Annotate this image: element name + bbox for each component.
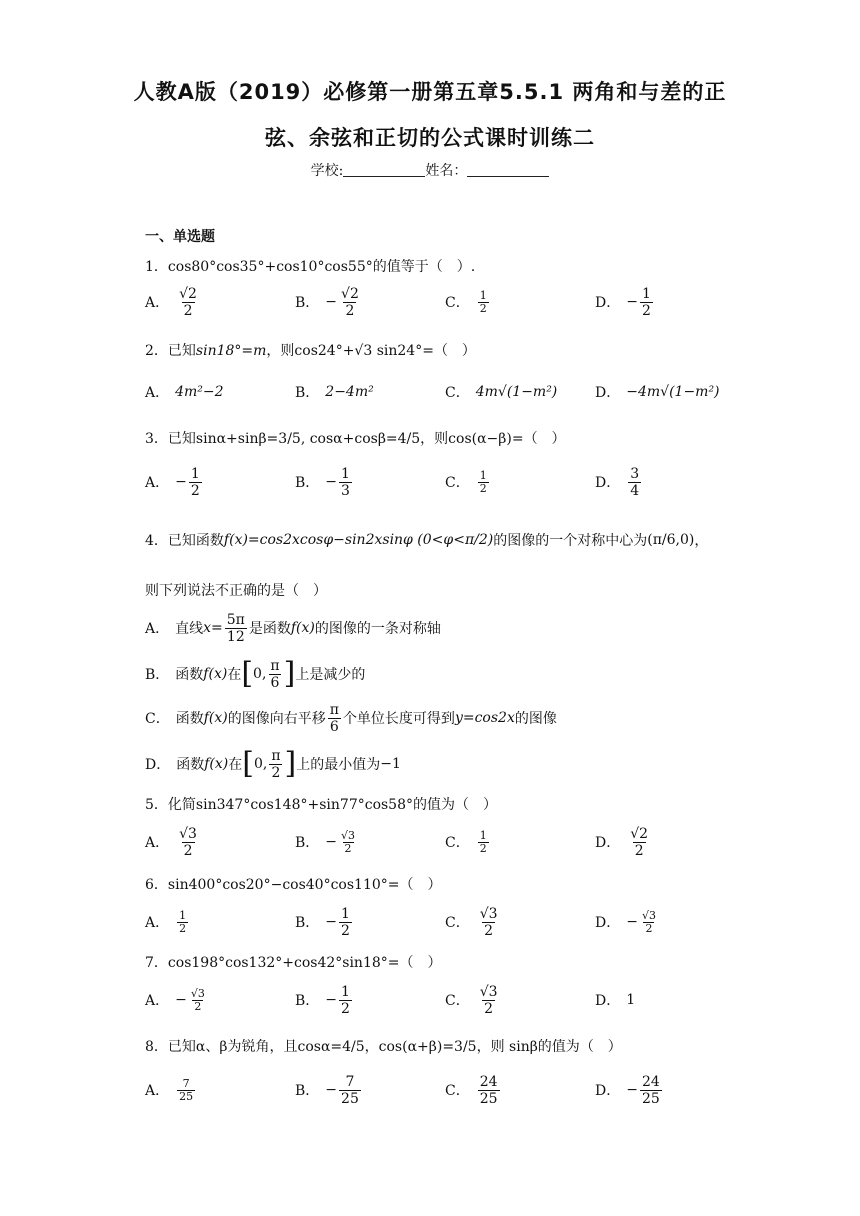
q7-options — [145, 980, 745, 1020]
question-4-line-2: 则下列说法不正确的是（ ） — [145, 583, 327, 599]
option-text: 上是减少的 — [295, 667, 366, 683]
q4-option-b[interactable]: B． 函数 f(x) 在 [ 0 , $\frac{\pi}{6}$ ] 上是减少的 — [145, 656, 366, 691]
option-label: D． — [595, 993, 621, 1009]
option-label: D． — [595, 475, 621, 491]
option-text: 在 — [227, 667, 242, 683]
option-text: 函数 — [175, 667, 204, 683]
numerator: √3 — [179, 825, 197, 842]
minus-sign: − — [325, 294, 338, 310]
fraction — [478, 470, 489, 495]
fraction — [339, 830, 357, 855]
numerator: 1 — [641, 285, 651, 302]
name-label: 姓名： — [425, 163, 468, 179]
function-name: f(x) — [203, 710, 228, 726]
minus-sign: − — [175, 992, 187, 1008]
option-text: 上的最小值为 — [296, 757, 381, 773]
q8-option-a[interactable] — [145, 1070, 197, 1110]
numerator: π — [270, 657, 280, 674]
comma: , — [262, 756, 268, 772]
fraction — [339, 466, 352, 499]
question-expression: sinα+sinβ=3/5, cosα+cosβ=4/5 — [195, 431, 421, 447]
denominator: 2 — [484, 1000, 494, 1017]
q1-option-c[interactable] — [445, 282, 491, 322]
school-label: 学校: — [310, 163, 344, 179]
option-label: B． — [295, 295, 320, 311]
q7-option-b[interactable] — [295, 980, 354, 1020]
question-expression: cos(α−β)= — [448, 431, 524, 447]
denominator: 25 — [479, 1090, 498, 1107]
denominator: 2 — [344, 841, 352, 855]
question-text: 已知α、β为锐角，且 — [167, 1039, 298, 1055]
q6-option-c[interactable] — [445, 902, 502, 942]
fraction — [478, 1074, 500, 1107]
q1-option-a[interactable] — [145, 282, 201, 322]
question-number: 3． — [145, 431, 168, 447]
question-3 — [145, 428, 566, 448]
question-tail: （ ） — [433, 343, 476, 359]
question-number: 4． — [145, 533, 168, 549]
numerator: √2 — [179, 285, 197, 302]
question-tail: 的值为（ ） — [413, 797, 497, 813]
option-label: C． — [445, 475, 470, 491]
numerator: 1 — [190, 465, 200, 482]
question-text: ，则 — [420, 431, 449, 447]
q7-option-c[interactable] — [445, 980, 502, 1020]
q6-option-d[interactable] — [595, 902, 660, 942]
fraction — [478, 290, 489, 315]
question-expression: cos80°cos35°+cos10°cos55° — [167, 259, 373, 275]
numerator: 3 — [630, 465, 640, 482]
option-label: B． — [295, 993, 320, 1009]
question-6 — [145, 874, 442, 894]
question-tail: 的值等于（ ）. — [372, 259, 476, 275]
q5-option-b[interactable] — [295, 822, 359, 862]
option-text: 函数 — [175, 711, 204, 727]
symmetry-center: (π/6,0) — [647, 532, 695, 548]
option-label: D． — [595, 835, 621, 851]
denominator: 2 — [271, 764, 281, 781]
q2-option-a[interactable] — [145, 372, 224, 412]
q7-option-a[interactable] — [145, 980, 209, 1020]
question-number: 1． — [145, 259, 168, 275]
minus-sign: − — [175, 474, 187, 490]
numerator: √2 — [341, 285, 359, 302]
denominator: 25 — [641, 1090, 660, 1107]
minus-sign: − — [325, 992, 338, 1008]
fraction — [339, 1074, 361, 1107]
numerator: √3 — [479, 983, 498, 1000]
question-number: 8． — [145, 1039, 168, 1055]
question-tail: （ ） — [399, 877, 442, 893]
question-expression: sin400°cos20°−cos40°cos110°= — [167, 877, 400, 893]
question-2 — [145, 340, 476, 360]
option-label: D． — [595, 385, 621, 401]
option-text: 在 — [228, 757, 243, 773]
numerator: 1 — [479, 828, 487, 842]
numerator: π — [271, 747, 281, 764]
q2-option-b[interactable] — [295, 372, 374, 412]
numerator: π — [329, 701, 339, 718]
fraction — [478, 906, 500, 939]
option-label: A． — [145, 915, 170, 931]
question-tail: （ ） — [399, 955, 442, 971]
option-label: D． — [145, 757, 171, 773]
q4-option-d[interactable]: D． 函数 f(x) 在 [ 0 , $\frac{\pi}{2}$ ] 上的最小值为 −1 — [145, 746, 401, 781]
fraction — [328, 702, 341, 735]
numerator: 7 — [182, 1076, 190, 1090]
q2-option-d[interactable] — [595, 372, 720, 412]
q4-option-c[interactable] — [145, 698, 557, 738]
fraction — [269, 748, 282, 781]
fraction — [268, 658, 281, 691]
q2-option-c[interactable] — [445, 372, 557, 412]
option-label: C． — [445, 1083, 470, 1099]
fraction — [339, 906, 352, 939]
fraction — [177, 910, 188, 935]
option-label: C． — [445, 993, 470, 1009]
question-7 — [145, 952, 442, 972]
numerator: 1 — [479, 468, 487, 482]
numerator: √3 — [641, 908, 656, 922]
q2-options — [145, 372, 745, 412]
option-label: A． — [145, 835, 170, 851]
question-number: 7． — [145, 955, 168, 971]
fraction — [177, 1078, 195, 1103]
option-value: 2−4m² — [325, 384, 374, 400]
denominator: 2 — [183, 302, 193, 319]
q8-option-c[interactable] — [445, 1070, 502, 1110]
minus-sign: − — [626, 1082, 638, 1098]
denominator: 2 — [183, 842, 193, 859]
question-expression: cosα=4/5 — [297, 1039, 365, 1055]
section-heading: 一、单选题 — [145, 229, 215, 245]
question-text: 化简 — [167, 797, 196, 813]
numerator: 1 — [179, 908, 187, 922]
comma: , — [261, 666, 267, 682]
denominator: 2 — [634, 842, 644, 859]
minus-sign: − — [626, 914, 638, 930]
option-value: 4m√(1−m²) — [475, 384, 558, 400]
question-text: 的图像的一个对称中心为 — [493, 533, 648, 549]
q3-option-c[interactable] — [445, 462, 491, 502]
function-expression: y=cos2x — [454, 710, 515, 726]
fraction — [478, 984, 500, 1017]
q3-option-b[interactable] — [295, 462, 354, 502]
numerator: 7 — [345, 1073, 355, 1090]
option-label: B． — [295, 475, 320, 491]
numerator: 1 — [341, 465, 350, 482]
fraction — [339, 984, 352, 1017]
q5-option-d[interactable] — [595, 822, 652, 862]
minus-sign: − — [325, 474, 338, 490]
denominator: 2 — [484, 922, 494, 939]
numerator: 24 — [641, 1073, 660, 1090]
option-label: C． — [445, 835, 470, 851]
minus-sign: − — [626, 294, 638, 310]
q3-option-a[interactable] — [145, 462, 204, 502]
numerator: √3 — [341, 828, 356, 842]
denominator: 25 — [179, 1089, 194, 1103]
minus-sign: − — [325, 914, 338, 930]
function-name: f(x) — [203, 666, 228, 682]
q3-options — [145, 462, 745, 502]
option-label: D． — [595, 1083, 621, 1099]
question-number: 2． — [145, 343, 168, 359]
q3-option-d[interactable] — [595, 462, 643, 502]
denominator: 4 — [630, 482, 640, 499]
numerator: 1 — [341, 905, 350, 922]
denominator: 2 — [479, 481, 487, 495]
q7-option-d[interactable] — [595, 980, 635, 1020]
q1-option-b[interactable] — [295, 282, 363, 322]
denominator: 2 — [341, 1000, 350, 1017]
denominator: 25 — [341, 1090, 359, 1107]
question-number: 6． — [145, 877, 168, 893]
fraction — [628, 826, 650, 859]
q6-options — [145, 902, 745, 942]
option-label: C． — [445, 915, 470, 931]
denominator: 2 — [641, 302, 651, 319]
function-name: f(x) — [204, 756, 229, 772]
denominator: 2 — [479, 301, 487, 315]
option-label: C． — [145, 711, 170, 727]
denominator: 12 — [226, 628, 245, 645]
option-value: 4m²−2 — [175, 384, 224, 400]
option-label: D． — [595, 915, 621, 931]
fraction — [478, 830, 489, 855]
question-text: 已知 — [167, 343, 196, 359]
numerator: 24 — [479, 1073, 498, 1090]
denominator: 2 — [345, 302, 355, 319]
q8-option-b[interactable] — [295, 1070, 363, 1110]
option-value: 1 — [626, 992, 636, 1008]
fraction — [177, 286, 199, 319]
student-info — [0, 160, 860, 180]
question-expression: cos198°cos132°+cos42°sin18°= — [167, 955, 400, 971]
q1-option-d[interactable] — [595, 282, 655, 322]
option-label: B． — [295, 835, 320, 851]
question-text: ，则 — [266, 343, 295, 359]
denominator: 6 — [329, 718, 339, 735]
fraction — [189, 466, 202, 499]
option-text: 个单位长度可得到 — [342, 711, 455, 727]
q5-options — [145, 822, 745, 862]
option-label: B． — [145, 667, 170, 683]
question-expression: sin18°=m — [195, 343, 267, 359]
option-label: B． — [295, 385, 320, 401]
interval-start: 0 — [253, 756, 263, 772]
question-4 — [145, 520, 708, 560]
option-label: A． — [145, 295, 170, 311]
fraction — [225, 612, 247, 645]
numerator: √3 — [190, 986, 205, 1000]
numerator: √2 — [630, 825, 649, 842]
school-blank[interactable] — [343, 162, 425, 177]
function-name: f(x) — [290, 620, 315, 636]
fraction — [640, 910, 658, 935]
question-5 — [145, 794, 497, 814]
option-label: C． — [445, 295, 470, 311]
denominator: 2 — [341, 922, 350, 939]
option-label: B． — [295, 915, 320, 931]
name-blank[interactable] — [467, 162, 549, 177]
question-text: 已知函数 — [167, 533, 224, 549]
q5-option-c[interactable] — [445, 822, 491, 862]
numerator: 1 — [479, 288, 487, 302]
fraction — [640, 286, 653, 319]
option-text: 的图像的一条对称轴 — [314, 621, 441, 637]
q6-option-b[interactable] — [295, 902, 354, 942]
numerator: 1 — [341, 983, 350, 1000]
option-label: B． — [295, 1083, 320, 1099]
separator: ， — [364, 1039, 379, 1055]
option-label: A． — [145, 1083, 170, 1099]
question-expression: f(x)=cos2xcosφ−sin2xsinφ (0<φ<π/2) — [223, 532, 494, 548]
fraction — [628, 466, 641, 499]
denominator: 2 — [190, 482, 200, 499]
q1-options — [145, 282, 745, 322]
option-text: 的图像 — [514, 711, 557, 727]
option-label: A． — [145, 993, 170, 1009]
option-text: 的图像向右平移 — [227, 711, 326, 727]
title-line-2: 弦、余弦和正切的公式课时训练二 — [265, 126, 595, 150]
option-label: A． — [145, 475, 170, 491]
q6-option-a[interactable] — [145, 902, 190, 942]
fraction — [177, 826, 199, 859]
minus-sign: − — [325, 1082, 338, 1098]
question-expression: cos(α+β)=3/5 — [378, 1039, 477, 1055]
option-value: −1 — [380, 756, 401, 772]
q5-option-a[interactable] — [145, 822, 201, 862]
fraction — [339, 286, 361, 319]
fraction — [189, 988, 207, 1013]
denominator: 2 — [645, 921, 653, 935]
option-text: 直线 — [175, 621, 204, 637]
interval-start: 0 — [253, 666, 262, 682]
question-tail: （ ） — [523, 431, 566, 447]
q8-option-d[interactable] — [595, 1070, 664, 1110]
question-expression: sin347°cos148°+sin77°cos58° — [195, 797, 413, 813]
q8-options — [145, 1070, 745, 1110]
option-label: D． — [595, 295, 621, 311]
question-number: 5． — [145, 797, 168, 813]
fraction — [640, 1074, 662, 1107]
q4-option-a[interactable]: A． 直线 x = $\frac{5\pi}{12}$ 是函数 f(x) 的图像的一条对称轴 — [145, 611, 441, 645]
option-text: 函数 — [176, 757, 205, 773]
option-label: C． — [445, 385, 470, 401]
denominator: 6 — [270, 674, 280, 691]
denominator: 3 — [341, 482, 350, 499]
question-text: ，则 sinβ的值为 — [476, 1039, 580, 1055]
question-tail: （ ） — [579, 1039, 622, 1055]
question-8 — [145, 1036, 622, 1056]
question-tail: ， — [694, 533, 709, 549]
option-value: −4m√(1−m²) — [626, 384, 720, 400]
denominator: 2 — [479, 841, 487, 855]
option-label: A． — [145, 621, 170, 637]
numerator: 5π — [226, 611, 245, 628]
numerator: √3 — [479, 905, 498, 922]
minus-sign: − — [325, 834, 338, 850]
denominator: 2 — [179, 921, 187, 935]
option-label: A． — [145, 385, 170, 401]
question-text: 已知 — [167, 431, 196, 447]
option-text: 是函数 — [248, 621, 291, 637]
denominator: 2 — [194, 999, 202, 1013]
question-1 — [145, 256, 475, 276]
title-line-1: 人教A版（2019）必修第一册第五章5.5.1 两角和与差的正 — [133, 80, 727, 104]
question-expression: cos24°+√3 sin24°= — [294, 343, 434, 359]
